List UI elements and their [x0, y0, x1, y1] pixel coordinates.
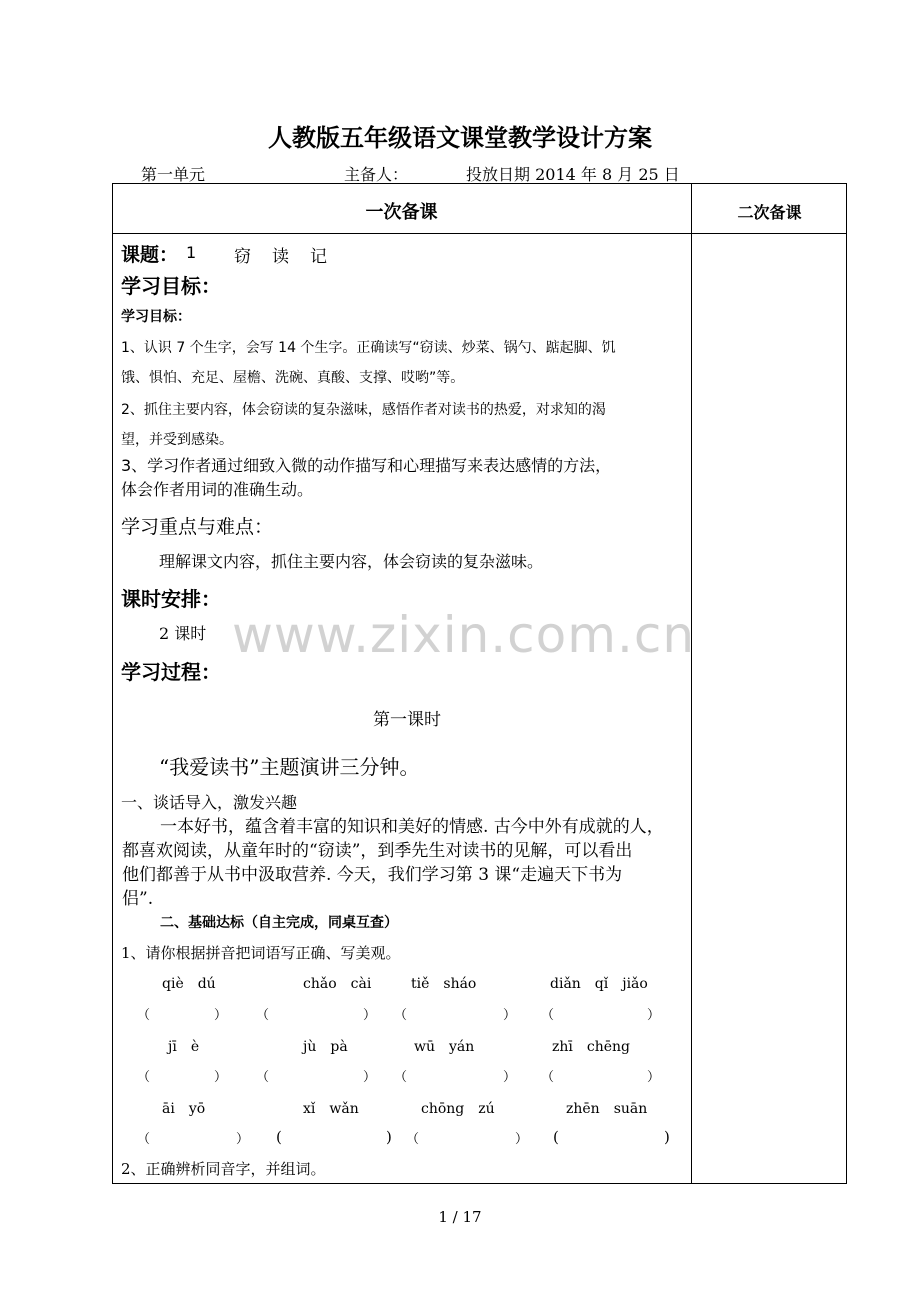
answer-paren-open: （ — [541, 1070, 555, 1085]
pinyin-item: diǎn qǐ jiǎo — [550, 976, 648, 992]
step-2-title: 二、基础达标（自主完成，同桌互查） — [160, 915, 398, 931]
pinyin-item: jī è — [168, 1039, 200, 1055]
answer-paren-open: （ — [137, 1132, 151, 1147]
answer-paren-open: （ — [406, 1132, 420, 1147]
schedule-heading: 课时安排： — [121, 587, 221, 611]
objectives-subheading: 学习目标： — [121, 309, 191, 325]
answer-paren-open: （ — [256, 1008, 270, 1023]
objective-1-line-2: 饿、惧怕、充足、屋檐、洗碗、真酸、支撑、哎哟”等。 — [121, 370, 465, 386]
answer-paren-open: （ — [394, 1070, 408, 1085]
answer-paren-open: （ — [137, 1008, 151, 1023]
answer-paren-close: ） — [214, 1008, 228, 1023]
col-header-second-prep: 二次备课 — [737, 203, 802, 222]
answer-paren-open: （ — [541, 1008, 555, 1023]
objective-2-line-2: 望，并受到感染。 — [121, 432, 233, 448]
step-1-line-3: 他们都善于从书中汲取营养. 今天，我们学习第 3 课“走遍天下书为 — [122, 865, 623, 885]
pinyin-item: wū yán — [414, 1039, 475, 1055]
answer-paren-close: ） — [363, 1070, 377, 1085]
topic-label: 课题： — [121, 244, 179, 266]
answer-paren-close: ） — [214, 1070, 228, 1085]
objective-3-line-2: 体会作者用词的准确生动。 — [121, 480, 314, 499]
page-number: 1 / 17 — [438, 1208, 482, 1226]
watermark: www.zixin.com.cn — [232, 606, 696, 664]
step-1-title: 一、谈话导入，激发兴趣 — [121, 793, 298, 812]
preparer-label: 主备人： — [344, 165, 409, 184]
column-divider — [691, 183, 692, 1184]
topic-number: 1 — [186, 243, 197, 262]
pinyin-item: qiè dú — [162, 976, 216, 992]
objectives-heading: 学习目标： — [121, 274, 221, 298]
pinyin-item: zhī chēng — [552, 1039, 630, 1055]
date-label: 投放日期 2014 年 8 月 25 日 — [466, 165, 680, 184]
objective-1-line-1: 1、认识 7 个生字，会写 14 个生字。正确读写“窃读、炒菜、锅勺、踮起脚、饥 — [121, 340, 616, 356]
key-points-text-a: 理解课文内容， — [159, 552, 272, 571]
header-divider — [112, 233, 847, 234]
answer-paren-open: （ — [137, 1070, 151, 1085]
task-2-instruction: 2、正确辨析同音字，并组词。 — [121, 1160, 326, 1178]
answer-paren-close: ) — [386, 1128, 392, 1146]
objective-3-line-1: 3、学习作者通过细致入微的动作描写和心理描写来表达感情的方法， — [121, 456, 612, 475]
topic-char-2: 读 — [272, 247, 289, 267]
document-title: 人教版五年级语文课堂教学设计方案 — [268, 123, 652, 152]
lesson-table — [112, 183, 847, 1184]
task-1-instruction: 1、请你根据拼音把词语写正确、写美观。 — [121, 944, 401, 962]
answer-paren-open: （ — [256, 1070, 270, 1085]
pinyin-item: chǎo cài — [303, 976, 372, 992]
pinyin-item: jù pà — [303, 1039, 348, 1055]
unit-label: 第一单元 — [141, 165, 206, 184]
step-1-line-4: 侣”. — [122, 889, 154, 909]
process-heading: 学习过程： — [121, 660, 221, 684]
answer-paren-close: ） — [236, 1132, 250, 1147]
pinyin-item: āi yō — [162, 1101, 206, 1117]
answer-paren-close: ） — [647, 1008, 661, 1023]
key-points-heading: 学习重点与难点： — [121, 516, 274, 538]
answer-paren-close: ） — [647, 1070, 661, 1085]
pinyin-item: xǐ wǎn — [303, 1101, 359, 1117]
key-points-text — [159, 549, 543, 572]
topic-char-3: 记 — [310, 247, 327, 267]
answer-paren-open: ( — [553, 1128, 559, 1146]
period-title: 第一课时 — [373, 710, 441, 730]
step-1-line-1: 一本好书，蕴含着丰富的知识和美好的情感. 古今中外有成就的人， — [160, 817, 664, 837]
answer-paren-open: （ — [394, 1008, 408, 1023]
objective-2-line-1: 2、抓住主要内容，体会窃读的复杂滋味，感悟作者对读书的热爱，对求知的渴 — [121, 402, 606, 418]
key-points-text-b: 抓住主要内容，体会窃读的复杂滋味。 — [271, 552, 544, 571]
answer-paren-close: ） — [515, 1132, 529, 1147]
pinyin-item: zhēn suān — [566, 1101, 648, 1117]
pinyin-item: tiě sháo — [411, 976, 477, 992]
answer-paren-close: ） — [503, 1070, 517, 1085]
answer-paren-close: ） — [503, 1008, 517, 1023]
answer-paren-close: ) — [664, 1128, 670, 1146]
col-header-first-prep: 一次备课 — [365, 202, 438, 223]
step-1-line-2: 都喜欢阅读，从童年时的“窃读”，到季先生对读书的见解，可以看出 — [122, 841, 633, 861]
answer-paren-open: ( — [276, 1128, 282, 1146]
pinyin-item: chōng zú — [421, 1101, 495, 1117]
speech-activity: “我爱读书”主题演讲三分钟。 — [159, 755, 420, 779]
answer-paren-close: ） — [363, 1008, 377, 1023]
topic-char-1: 窃 — [234, 247, 251, 267]
schedule-text: 2 课时 — [159, 624, 207, 643]
